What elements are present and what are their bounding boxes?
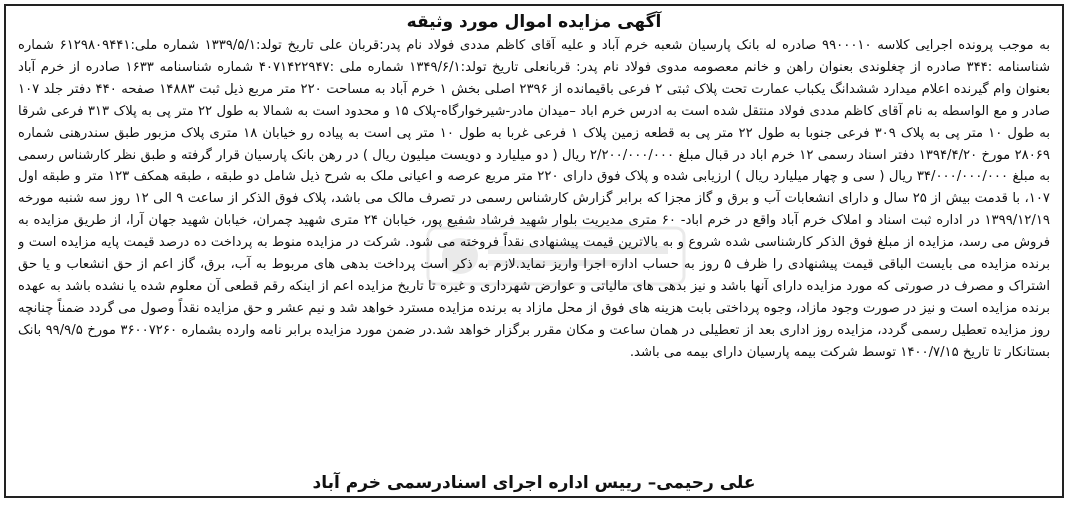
notice-signature: علی رحیمی– رییس اداره اجرای اسنادرسمی خرم آباد: [312, 473, 756, 493]
auction-notice: [4, 4, 1064, 498]
notice-body: به موجب پرونده اجرایی کلاسه ۹۹۰۰۰۱۰ صادره له بانک پارسیان شعبه خرم آباد و علیه آقای کاظم مددی فولاد نام پدر:قربان علی تاریخ تولد:۱۳۳۹/۵/۱ شماره ملی:۶۱۲۹۸۰۹۴۴۱ شماره شناسنامه :۳۴۴ صادره از چغلوندی بعنوان راهن و خانم معصومه مدوی فولاد نام پدر: قربانعلی تاریخ تولد:۱۳۴۹/۶/۱ شماره ملی :۴۰۷۱۴۲۲۹۴۷ شماره شناسنامه ۱۶۳۳ صادره از خرم آباد بعنوان وام گیرنده اعلام میدارد ششدانگ یکباب عمارت تحت پلاک ثبتی ۲ فرعی باقیمانده از ۲۳۹۶ اصلی بخش ۱ خرم آباد به مساحت ۲۲۰ متر مربع ذیل ثبت ۱۴۸۸۳ صفحه ۴۴۰ دفتر جلد ۱۰۷ صادر و مع الواسطه به نام آقای کاظم مددی فولاد منتقل شده است به ادرس خرم اباد –میدان مادر-شیرخوارگاه-پلاک ۱۵ و محدود است به شمالا به طول ۲۲ متر پی به پلاک ۳۱۳ فرعی شرقا به طول ۱۰ متر پی به پلاک ۳۰۹ فرعی جنوبا به طول ۲۲ متر پی به قطعه زمین پلاک ۱ فرعی غربا به طول ۱۰ متر پی است به پیاده رو خیابان ۱۸ متری پلاک مزبور طبق سندرهنی شماره ۲۸۰۶۹ مورخ ۱۳۹۴/۴/۲۰ دفتر اسناد رسمی ۱۲ خرم اباد در قبال مبلغ ۲/۲۰۰/۰۰۰/۰۰۰ ریال ( دو میلیارد و دویست میلیون ریال ) در رهن بانک پارسیان قرار گرفته و طبق نظر کارشناس رسمی به مبلغ ۳۴/۰۰۰/۰۰۰/۰۰۰ ریال ( سی و چهار میلیارد ریال ) ارزیابی شده و پلاک فوق دارای ۲۲۰ متر مربع عرصه و اعیانی ملک به شرح ذیل شامل دو طبقه ، طبقه همکف ۱۲۳ متر و طبقه اول ۱۰۷، با قدمت بیش از ۲۵ سال و دارای انشعابات آب و برق و گاز مجزا که برابر گزارش کارشناس رسمی در تصرف مالک می باشد، پلاک فوق الذکر از ساعت ۹ الی ۱۲ روز سه شنبه مورخه ۱۳۹۹/۱۲/۱۹ در اداره ثبت اسناد و املاک خرم آباد واقع در خرم اباد- ۶۰ متری مدیریت بلوار شهید فرشاد شفیع پور، خیابان ۲۴ متری شهید چمران، خیابان شهید جهان آرا، از طریق مزایده به فروش می رسد، مزایده از مبلغ فوق الذکر کارشناسی شده شروع و به بالاترین قیمت پیشنهادی نقداً فروخته می شود. شرکت در مزایده منوط به پرداخت ده درصد قیمت پایه مزایده است و برنده مزایده می بایست الباقی قیمت پیشنهادی را ظرف ۵ روز به حساب اداره اجرا واریز نماید.لازم به ذکر است پرداخت بدهی های مربوط به آب، برق، گاز اعم از حق انشعاب و یا حق اشتراک و مصرف در صورتی که مورد مزایده دارای آنها باشد و نیز بدهی های مالیاتی و عوارض شهرداری و غیره تا تاریخ مزایده اعم از اینکه رقم قطعی آن معلوم شده یا نشده باشد به عهده برنده مزایده است و نیز در صورت وجود مازاد، وجوه پرداختی بابت هزینه های فوق از محل مازاد به برنده مزایده مسترد خواهد شد و نیم عشر و حق مزایده نقداً وصول می گردد ضمناً چنانچه روز مزایده تعطیل رسمی گردد، مزایده روز اداری بعد از تعطیلی در همان ساعت و مکان مقرر برگزار خواهد شد.در ضمن مورد مزایده برابر نامه وارده بشماره ۳۶۰۰۷۲۶۰ مورخ ۹۹/۹/۵ بانک بستانکار تا تاریخ ۱۴۰۰/۷/۱۵ توسط شرکت بیمه پارسیان دارای بیمه می باشد.: [18, 38, 1050, 360]
notice-title: آگهی مزایده اموال مورد وثیقه: [406, 12, 662, 32]
